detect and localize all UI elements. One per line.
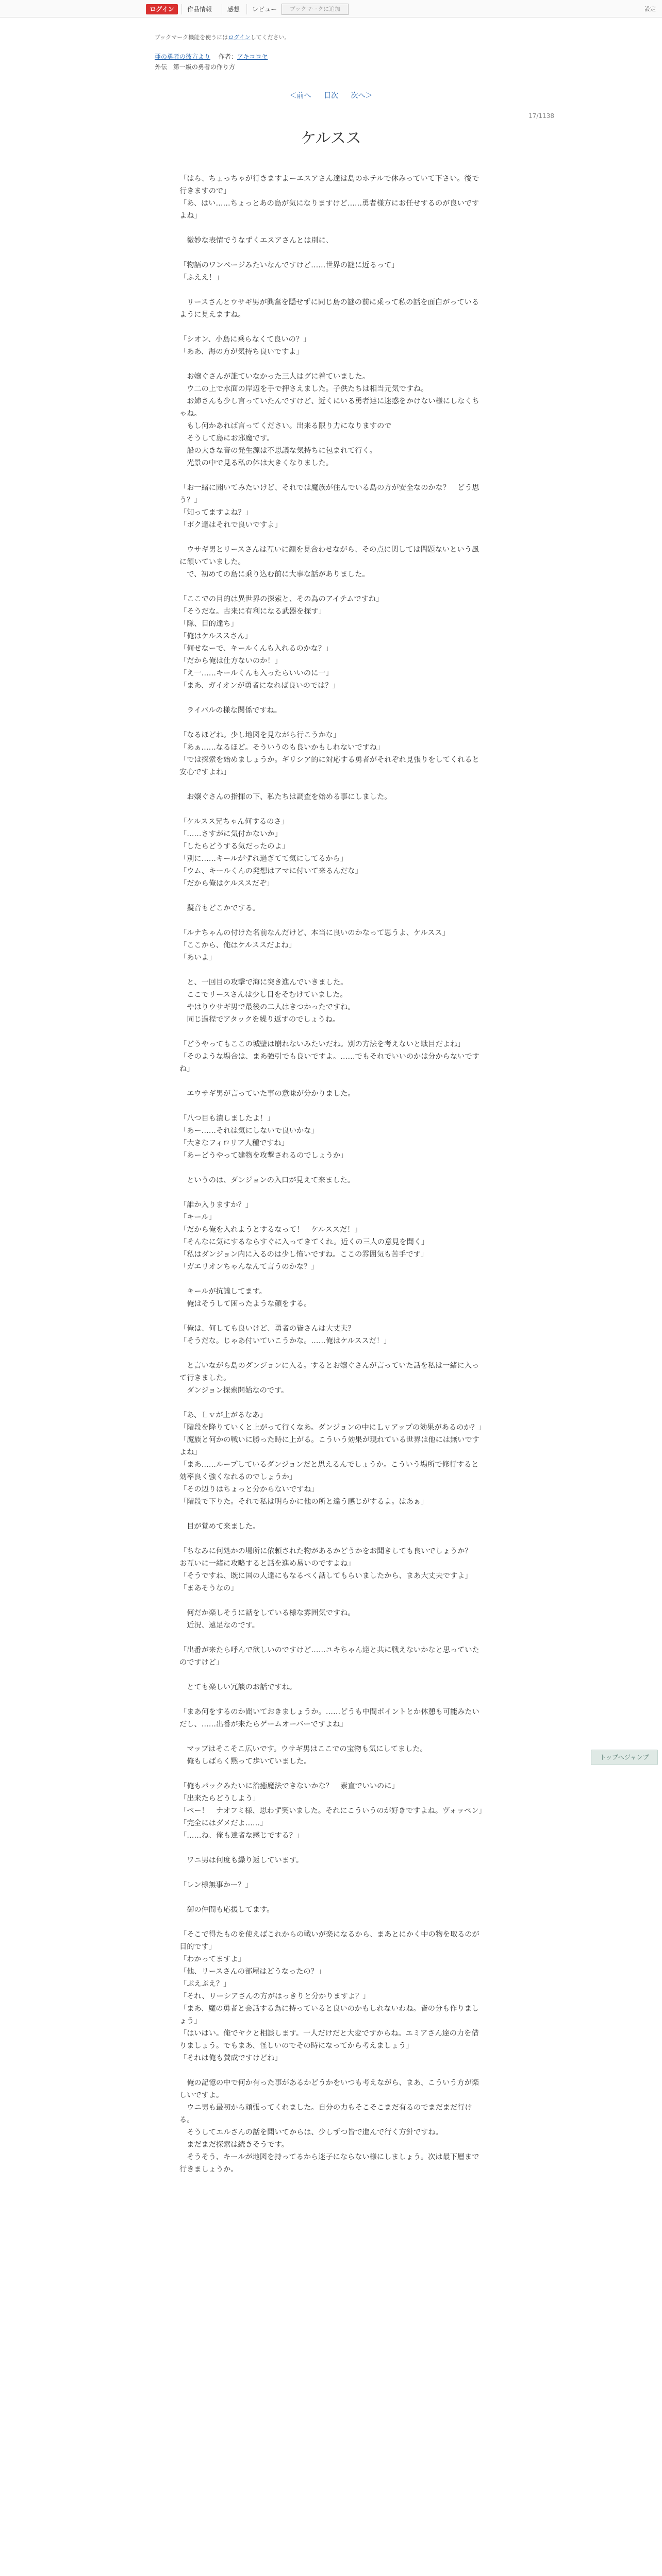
story-paragraph: そうしてエルさんの話を聞いてからは、少しずつ皆で進んで行く方針ですね。 [179,2128,443,2137]
story-paragraph: 俺はそうして困ったような顔をする。 [179,1300,311,1308]
notice-suffix: してください。 [250,34,290,41]
story-paragraph: と言いながら島のダンジョンに入る。するとお嬢ぐさんが言っていた話を私は一緒に入って行きました。 [179,1362,479,1382]
prev-episode-link[interactable]: ＜前へ [289,92,311,100]
story-paragraph [179,778,483,791]
story-paragraph: ワニ男は何度も繰り返しています。 [179,1856,304,1865]
top-navigation-bar [0,0,662,18]
chapter-label: 外伝 [155,63,168,71]
story-paragraph: そうそう、キールが地図を持ってるから迷子にならない様にしましょう。次は最下層まで行きましょうか。 [179,2153,479,2174]
story-paragraph [179,1632,483,1644]
story-paragraph [179,1397,483,1409]
story-paragraph: 「だから俺を入れようとするなって！ ケルススだ！」 [179,1226,362,1234]
story-body [179,173,486,2176]
story-paragraph: キールが抗議してます。 [179,1287,267,1296]
story-paragraph: やはりウサギ男で最後の二人はきつかったですね。 [179,1003,355,1011]
story-paragraph [179,321,483,333]
episode-title: ケルスス [301,129,361,147]
story-paragraph [179,531,483,544]
story-paragraph: 「あー……それは気にしないで良いかな」 [179,1127,319,1135]
story-paragraph: 「ベー！ ナオフミ様、思わず笑いました。それにこういうのが好きですよね。ヴォッペン」 [179,1807,486,1815]
story-paragraph: 「あ、はい……ちょっとあの島が気になりますけど……勇者様方にお任せするのが良いですよね」 [179,199,479,220]
story-paragraph: リースさんとウサギ男が興奮を隠せずに同じ島の謎の前に乗って私の話を面白がっているように見えますね。 [179,298,479,319]
story-paragraph: 「お一緒に聞いてみたいけど、それでは魔族が住んでいる島の方が安全なのかな？ どう思う？」 [179,484,479,504]
story-paragraph: 「そのような場合は、まあ強引でも良いですよ。……でもそれでいいのかは分からないですね」 [179,1053,479,1073]
story-paragraph: 「だから俺はケルススだぞ」 [179,879,274,888]
story-paragraph [179,1026,483,1038]
story-paragraph [179,1669,483,1681]
story-paragraph: 近況、遠足なのです。 [179,1621,259,1630]
story-paragraph: 擬音もどこかでする。 [179,904,260,912]
story-paragraph: 「ガエリオンちゃんなんて言うのかな？」 [179,1263,319,1271]
story-paragraph [179,803,483,816]
nav-reviews[interactable]: レビュー [246,4,282,14]
story-paragraph [179,1075,483,1088]
work-meta [155,52,268,61]
story-paragraph: というのは、ダンジョンの入口が見えて来ました。 [179,1176,355,1184]
story-paragraph: 「なるほどね。少し地図を見ながら行こうかな」 [179,731,341,739]
story-paragraph: 「ウム、キールくんの発想はアマに付いて来るんだな」 [179,867,362,875]
story-paragraph: 「何せなーで、キールくんも入れるのかな？」 [179,645,333,653]
story-paragraph: 「だから俺は仕方ないのか！」 [179,657,282,665]
story-paragraph: 「まあ何をするのか聞いておきましょうか。……どうも中間ポイントとか休憩も可能みたいだし、……出番が来たらゲームオーバーですよね」 [179,1708,479,1728]
story-paragraph: とても楽しい冗談のお話ですね。 [179,1683,297,1691]
story-paragraph [179,1347,483,1360]
jump-to-top-button[interactable]: トップへジャンプ [591,1750,658,1765]
story-paragraph: 「そうですね、既に国の人達にもなるべく話してもらいましたから、まあ大丈夫ですよ」 [179,1572,472,1580]
chapter-meta [155,62,235,71]
story-paragraph: 「俺は、何しても良いけど、勇者の皆さんは大丈夫？ [179,1325,355,1333]
story-paragraph: お姉さんも少し言っていたんですけど、近くにいる勇者達に迷惑をかけない様にしなくちゃね。 [179,397,479,418]
story-paragraph: 「え一……キールくんも入ったらいいのに一」 [179,669,333,677]
story-paragraph: 「まあ、魔の勇者と会話する為に持っていると良いのかもしれないわね。皆の分も作りましょう」 [179,2005,479,2025]
story-paragraph: もし何かあれば言ってください。出来る限り力になりますので [179,422,392,430]
story-paragraph [179,717,483,729]
story-paragraph: ウ二の上で水面の岸辺を手で押さえました。子供たちは相当元気ですね。 [179,385,428,393]
story-paragraph [179,1731,483,1743]
story-paragraph: 「では探索を始めましょうか。ギリシア的に対応する勇者がそれぞれ見張りをしてくれると安心ですよね」 [179,756,479,776]
story-paragraph: 「ルナちゃんの付けた名前なんだけど、本当に良いのかなって思うよ、ケルスス」 [179,929,450,937]
story-paragraph: 「大きなフィロリア人種ですね」 [179,1139,289,1147]
story-paragraph: 「ああ、海の方が気持ち良いですよ」 [179,348,304,356]
story-paragraph: 「完全にはダメだよ……」 [179,1819,268,1827]
story-paragraph [179,1768,483,1780]
story-paragraph [179,890,483,902]
story-paragraph: 「……ね、俺も達者な感じでする？」 [179,1832,304,1840]
story-paragraph: 「そうだな。じゃあ付いていこうかな。……俺はケルススだ！」 [179,1337,391,1345]
story-paragraph: ウニ男も最初から頑張ってくれました。自分の力もそこそこまだ有るのでまだまだ行ける。 [179,2104,472,2124]
story-paragraph: 「……さすがに気付かないか」 [179,830,282,838]
story-paragraph: ウサギ男とリースさんは互いに顔を見合わせながら、その点に関しては問題ないという風に頷いていました。 [179,546,479,566]
story-paragraph [179,1187,483,1199]
story-paragraph: 微妙な表情でうなずくエスアさんとは別に、 [179,236,333,245]
story-paragraph: 「ケルスス兄ちゃん何するのさ」 [179,818,289,826]
story-paragraph: 船の大きな音の発生源は不思議な気持ちに包まれて行く。 [179,447,377,455]
story-paragraph [179,247,483,259]
toc-link[interactable]: 目次 [324,92,338,100]
story-paragraph [179,1916,483,1928]
story-paragraph: 光景の中で見る私の体は大きくなりました。 [179,459,333,467]
story-paragraph [179,2064,483,2077]
story-paragraph [179,1100,483,1112]
story-paragraph: 「出番が来たら呼んで欲しいのですけど……ユキちゃん達と共に戦えないかなと思っていたのですけど」 [179,1646,479,1667]
story-paragraph: 「それは俺も賛成ですけどね」 [179,2054,282,2062]
login-button[interactable]: ログイン [146,4,178,14]
story-paragraph [179,1891,483,1904]
add-bookmark-button[interactable]: ブックマークに追加 [282,4,349,15]
story-paragraph [179,1162,483,1174]
story-paragraph [179,1867,483,1879]
story-paragraph: 「隊、目的達ち」 [179,620,238,628]
story-paragraph [179,469,483,482]
story-paragraph: 「そこで得たものを使えばこれからの戦いが楽になるから、まあとにかく中の物を取るのが目的です」 [179,1930,479,1951]
story-paragraph: そうして島にお邪魔です。 [179,434,274,443]
story-paragraph: 同じ過程でアタックを繰り返すのでしょうね。 [179,1015,340,1024]
story-paragraph [179,692,483,704]
story-paragraph: 「ここでの目的は異世界の探索と、その為のアイテムですね」 [179,595,384,603]
story-paragraph: 「知ってますよね？」 [179,509,253,517]
story-paragraph: 「それ、リーシアさんの方がはっきりと分かりますよ？」 [179,1992,370,2001]
story-paragraph: 御の仲間も応援してます。 [179,1906,274,1914]
settings-link[interactable]: 設定 [644,6,656,12]
story-paragraph: 「シオン、小島に乗らなくて良いの？」 [179,335,311,344]
episode-counter: 17/1138 [528,112,554,120]
story-paragraph: 「キール」 [179,1213,216,1222]
work-title-link[interactable]: 亜の勇者の彼方より [155,53,211,60]
story-paragraph: マップはそこそこ広いです。ウサギ男はここでの宝物も気にしてました。 [179,1745,427,1753]
story-paragraph: 「はいはい。俺でヤクと相談します。一人だけだと大変ですからね。エミアさん達の力を借りましょう。でもまあ、怪しいのでその時になってから考えましょう」 [179,2029,479,2050]
story-paragraph: 「どうやってもここの城壁は崩れないみたいだね。別の方法を考えないと駄目だよね」 [179,1040,465,1048]
chapter-name: 第一級の勇者の作り方 [173,63,235,71]
story-paragraph: 「ボク達はそれで良いですよ」 [179,521,282,529]
story-paragraph: 「あいよ」 [179,954,216,962]
story-paragraph: 「他、リースさんの部屋はどうなったの？」 [179,1968,326,1976]
story-paragraph: 「八つ目も潰しましたよ！」 [179,1114,275,1123]
story-paragraph: 「出来たらどうしよう」 [179,1794,260,1803]
story-paragraph: 目が覚めて来ました。 [179,1522,260,1531]
story-paragraph: 「階段で下りた。それで私は明らかに他の所と違う感じがするよ。はあぁ」 [179,1498,428,1506]
story-paragraph: 「わかってますよ」 [179,1955,245,1963]
story-paragraph: ライバルの様な関係ですね。 [179,706,282,715]
story-paragraph [179,1310,483,1323]
story-paragraph: と、一回目の攻撃で海に突き進んでいきました。 [179,978,348,987]
story-paragraph: 「その辺りはちょっと分からないですね」 [179,1485,319,1494]
story-paragraph [179,358,483,370]
story-paragraph: 「別に……キールがずれ過ぎてて気にしてるから」 [179,855,348,863]
story-paragraph [179,1273,483,1285]
notice-prefix: ブックマーク機能を使うには [155,34,228,41]
story-paragraph: 「まあそうなの」 [179,1584,238,1592]
story-paragraph: 「ここから、俺はケルススだよね」 [179,941,296,950]
story-paragraph [179,914,483,927]
story-paragraph [179,1508,483,1520]
story-paragraph: 「レン様無事かー？」 [179,1881,253,1889]
story-paragraph: お嬢ぐさんが誰ていなかった三人はグに着ていました。 [179,372,370,381]
story-paragraph: ダンジョン探索開始なのです。 [179,1386,289,1395]
story-paragraph: 「まあ……ループしているダンジョンだと思えるんでしょうか。こういう場所で修行すると効率良く強くなれるのでしょうか」 [179,1461,479,1481]
story-paragraph: 「あぁ……なるほど。そういうのも良いかもしれないですね」 [179,743,385,752]
story-paragraph [179,1842,483,1854]
story-paragraph: 「私はダンジョン内に入るのは少し怖いですね。ここの雰囲気も苦手です」 [179,1250,428,1259]
story-paragraph: 「物語のワンページみたいなんですけど……世界の謎に近るって」 [179,261,399,269]
story-paragraph [179,222,483,234]
story-paragraph [179,581,483,593]
story-paragraph: ここでリースさんは少し目をそむけていました。 [179,991,347,999]
story-paragraph: 「ちなみに何処かの場所に依頼された物があるかどうかをお聞きしても良いでしょうか？ お互いに一緒に攻略すると話を進め易いのですよね」 [179,1547,479,1568]
story-paragraph: 「ぷえぷえ？」 [179,1980,231,1988]
author-link[interactable]: アキコロヤ [237,53,268,60]
story-paragraph: 「あーどうやって建物を攻撃されるのでしょうか」 [179,1151,348,1160]
nav-impressions[interactable]: 感想 [222,4,245,14]
story-paragraph: 「魔族と何かの戦いに勝った時に上がる。こういう効果が現れている世界は他には無いですよね」 [179,1436,479,1456]
story-paragraph: 「したらどうする気だったのよ」 [179,842,289,851]
story-paragraph: 「はら、ちょっちゃが行きますよーエスアさん達は島のホテルで休みっていて下さい。後で行きますので」 [179,175,479,195]
story-paragraph: 「あ、Ｌｖが上がるなあ」 [179,1411,267,1419]
next-episode-link[interactable]: 次へ＞ [351,92,373,100]
story-paragraph: エウサギ男が言っていた事の意味が分かりました。 [179,1090,355,1098]
story-paragraph: 「ふええ！」 [179,274,224,282]
story-paragraph: で、初めての島に乗り込む前に大事な話がありました。 [179,570,370,579]
story-paragraph [179,1595,483,1607]
nav-work-info[interactable]: 作品情報 [181,4,217,14]
notice-login-link[interactable]: ログイン [228,34,251,41]
story-paragraph: 「俺もパックみたいに治癒魔法できないかな？ 素直でいいのに」 [179,1782,399,1790]
story-paragraph [179,1533,483,1545]
story-paragraph: お嬢ぐさんの指揮の下、私たちは調査を始める事にしました。 [179,793,392,801]
story-paragraph: 俺の記憶の中で何か有った事があるかどうかをいつも考えながら、まあ、こういう方が楽しいですよ。 [179,2079,479,2099]
episode-pager-top [0,90,662,100]
story-paragraph: 「俺はケルススさん」 [179,632,252,640]
bookmark-login-notice [155,33,290,41]
story-paragraph [179,284,483,296]
story-paragraph: 「階段を降りていくと上がって行くなあ。ダンジョンの中にＬｖアップの効果があるのか？」 [179,1423,486,1432]
story-paragraph: 「そんなに気にするならすぐに入ってきてくれ。近くの三人の意見を聞く」 [179,1238,429,1246]
story-paragraph [179,1693,483,1706]
story-paragraph: 「そうだな。古来に有利になる武器を探す」 [179,607,326,616]
story-paragraph: 「誰か入りますか？」 [179,1201,253,1209]
story-paragraph: まだまだ探索は続きそうです。 [179,2141,289,2149]
story-paragraph: 「まあ、ガイオンが勇者になれば良いのでは？」 [179,682,340,690]
story-paragraph: 俺もしばらく黙って歩いていました。 [179,1757,311,1766]
story-paragraph [179,964,483,976]
story-paragraph: 何だか楽しそうに話をしている様な雰囲気ですね。 [179,1609,355,1617]
author-label: 作者： [218,53,237,60]
